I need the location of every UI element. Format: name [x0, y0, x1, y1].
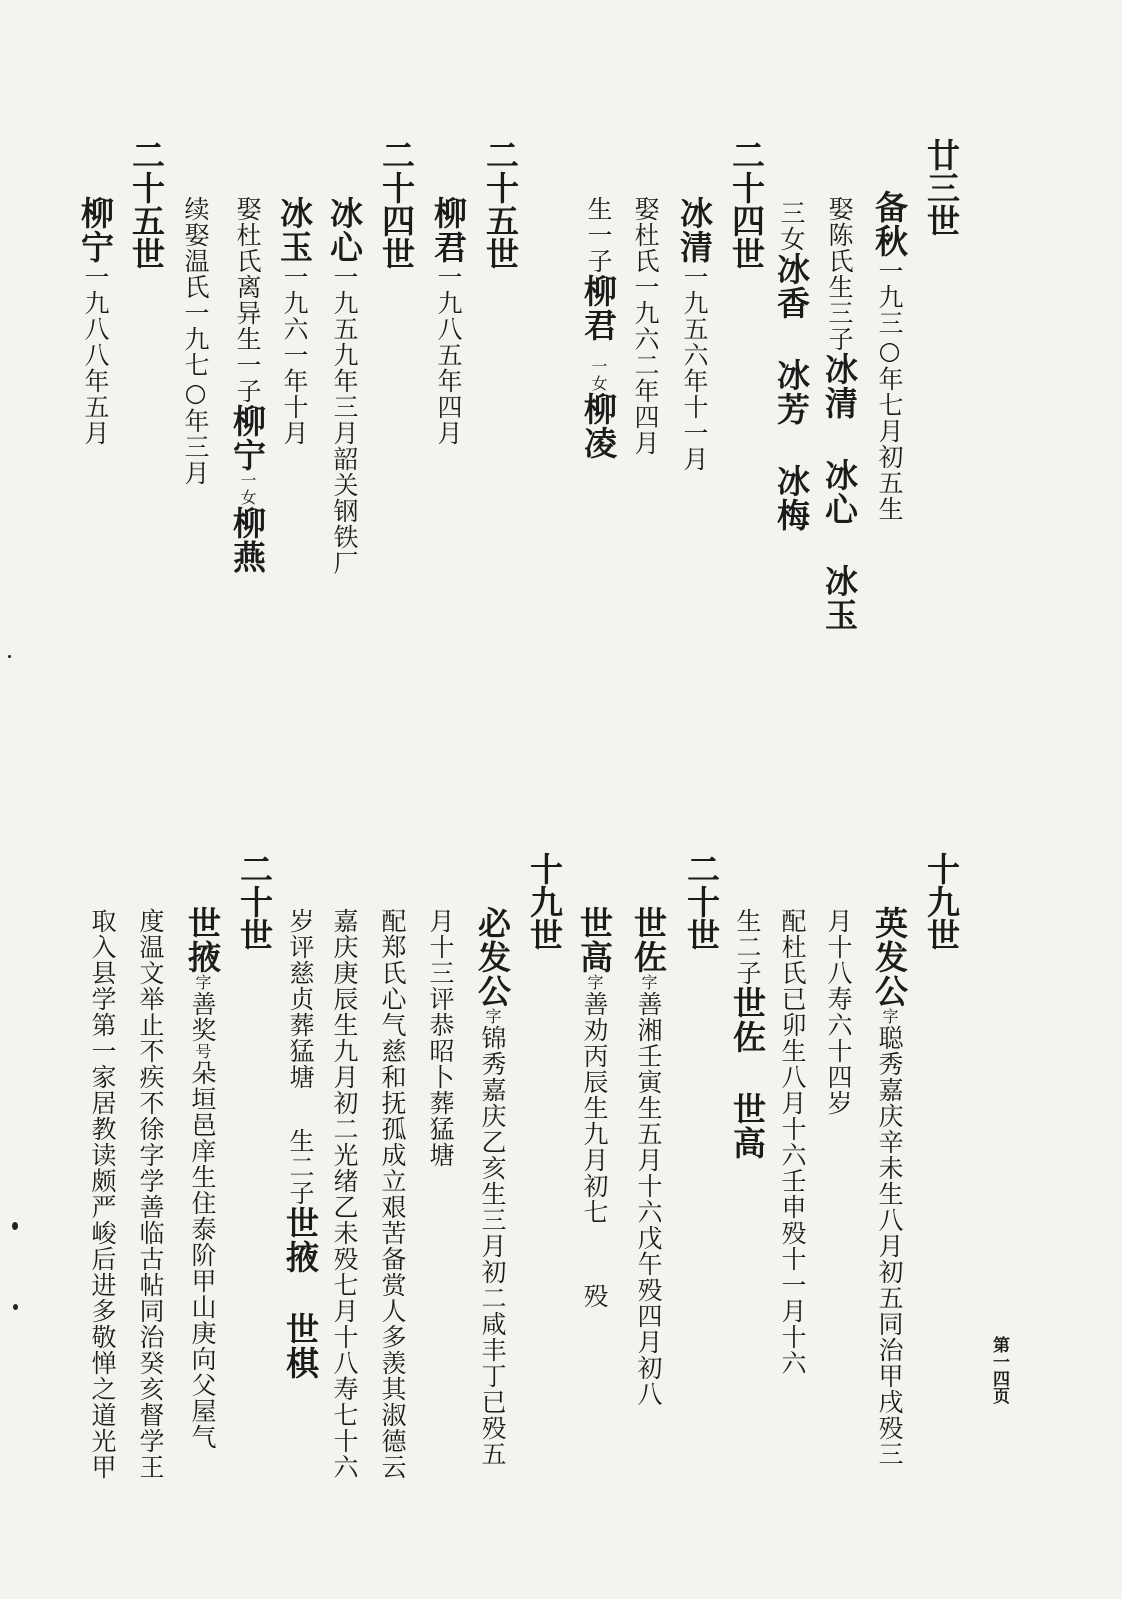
entry-bifa [473, 906, 512, 1467]
person-name: 英发公 [870, 906, 909, 1008]
generation-heading [922, 138, 961, 237]
entry-text: 一九八八年五月 [81, 264, 110, 446]
entry-text: 月十三评恭昭卜葬猛塘 [426, 908, 455, 1168]
person-name: 世高 [728, 1092, 767, 1160]
small-note: 字 [585, 974, 604, 991]
entry-yingfa [870, 906, 909, 1467]
heading-text: 二十五世 [127, 138, 166, 270]
person-name: 世掖 [183, 906, 222, 974]
generation-heading [727, 138, 766, 270]
person-name: 柳君 [579, 274, 618, 342]
person-name: 冰玉 [275, 196, 314, 264]
person-name: 柳燕 [228, 506, 267, 574]
person-name: 冰清 [675, 196, 714, 264]
entry-shizuo [629, 906, 668, 1407]
entry-bingyu [275, 196, 314, 446]
spouse-line [183, 196, 208, 486]
generation-heading [481, 138, 520, 270]
sons-line [281, 908, 320, 1380]
entry-liujun [429, 196, 468, 446]
entry-text: 善劝丙辰生九月初七 [580, 991, 609, 1225]
page-number [990, 1336, 1007, 1404]
entry-continuation [332, 908, 357, 1480]
entry-text: 娶杜氏离异生一子 [233, 196, 262, 404]
small-note: 字 [193, 974, 212, 991]
person-name: 冰清 [820, 352, 859, 420]
entry-text: 娶杜氏一九六二年四月 [631, 196, 660, 456]
entry-text: 一九五九年三月韶关钢铁厂 [330, 264, 359, 576]
entry-text: 生二子 [286, 1128, 315, 1206]
person-name: 冰玉 [820, 564, 859, 632]
heading-text: 二十四世 [727, 138, 766, 270]
entry-text: 锦秀嘉庆乙亥生三月初二咸丰丁已殁五 [478, 1025, 507, 1467]
entry-text: 续娶温氏一九七○年三月 [181, 196, 210, 486]
person-name: 世棋 [281, 1312, 320, 1380]
heading-text: 十九世 [525, 852, 564, 951]
person-name: 必发公 [473, 906, 512, 1008]
person-name: 柳宁 [76, 196, 115, 264]
entry-text: 嘉庆庚辰生九月初二光绪乙未殁七月十八寿七十六 [330, 908, 359, 1480]
person-name: 世高 [575, 906, 614, 974]
entry-bingqing [675, 196, 714, 472]
heading-text: 廿三世 [922, 138, 961, 237]
person-name: 冰梅 [772, 464, 811, 532]
entry-text: 一九六一年十月 [280, 264, 309, 446]
entry-text: 一九八五年四月 [434, 264, 463, 446]
entry-text: 度温文举止不疾不徐字学善临古帖同治癸亥督学王 [136, 908, 165, 1480]
person-name: 冰芳 [772, 358, 811, 426]
small-note: 字 [483, 1008, 502, 1025]
person-name: 世佐 [728, 986, 767, 1054]
spouse-line [780, 908, 805, 1376]
entry-text: 配郑氏心气慈和抚孤成立艰苦备赏人多羡其淑德云 [378, 908, 407, 1480]
scan-speck [12, 1222, 18, 1230]
heading-text: 二十世 [682, 852, 721, 951]
entry-beiqiu [870, 190, 909, 522]
entry-text: 一九五六年十一月 [680, 264, 709, 472]
heading-text: 二十世 [235, 852, 274, 951]
entry-continuation [138, 908, 163, 1480]
entry-continuation [826, 908, 851, 1116]
person-name: 冰心 [820, 458, 859, 526]
page-number-text: 第一四页 [989, 1336, 1009, 1404]
person-name: 世掖 [281, 1206, 320, 1274]
sons-line [820, 196, 859, 632]
person-name: 柳君 [429, 196, 468, 264]
sons-line [728, 908, 767, 1160]
generation-heading [682, 852, 721, 951]
scan-speck [8, 655, 11, 658]
entry-text: 殁 [580, 1283, 609, 1309]
entry-text: 月十八寿六十四岁 [824, 908, 853, 1116]
generation-heading [127, 138, 166, 270]
spouse-line [633, 196, 658, 456]
person-name: 备秋 [870, 190, 909, 258]
entry-text: 生二子 [733, 908, 762, 986]
person-name: 柳凌 [579, 392, 618, 460]
entry-text: 善奖 [188, 991, 217, 1043]
generation-heading [922, 852, 961, 951]
entry-text: 娶陈氏生三子 [825, 196, 854, 352]
entry-text: 取入县学第一家居教读颇严峻后进多敬惮之道光甲 [88, 908, 117, 1480]
entry-text: 一九三○年七月初五生 [875, 258, 904, 522]
entry-continuation [428, 908, 453, 1168]
entry-shiye [183, 906, 222, 1450]
small-note: 字 [880, 1008, 899, 1025]
entry-bingxin [325, 196, 364, 576]
entry-text: 岁评慈贞葬猛塘 [286, 908, 315, 1090]
generation-heading [377, 138, 416, 270]
small-note: 一女 [589, 358, 608, 392]
generation-heading [235, 852, 274, 951]
entry-shigao [575, 906, 614, 1309]
small-note: 号 [193, 1043, 212, 1060]
entry-text: 聪秀嘉庆辛未生八月初五同治甲戌殁三 [875, 1025, 904, 1467]
person-name: 冰心 [325, 196, 364, 264]
small-note: 一女 [238, 472, 257, 506]
entry-text: 善湘壬寅生五月十六戊午殁四月初八 [634, 991, 663, 1407]
entry-text: 朵垣邑庠生住泰阶甲山庚向父屋气 [188, 1060, 217, 1450]
entry-liuning [76, 196, 115, 446]
person-name: 冰香 [772, 252, 811, 320]
entry-text: 三女 [777, 200, 806, 252]
generation-heading [525, 852, 564, 951]
person-name: 柳宁 [228, 404, 267, 472]
heading-text: 二十五世 [481, 138, 520, 270]
entry-text: 配杜氏已卯生八月十六壬申殁十一月十六 [778, 908, 807, 1376]
children-line [579, 196, 618, 460]
daughters-line [772, 200, 811, 532]
heading-text: 十九世 [922, 852, 961, 951]
person-name: 世佐 [629, 906, 668, 974]
scan-speck [13, 1304, 18, 1310]
entry-text: 生一子 [584, 196, 613, 274]
small-note: 字 [639, 974, 658, 991]
heading-text: 二十四世 [377, 138, 416, 270]
spouse-line [380, 908, 405, 1480]
entry-continuation [90, 908, 115, 1480]
children-line [228, 196, 267, 574]
